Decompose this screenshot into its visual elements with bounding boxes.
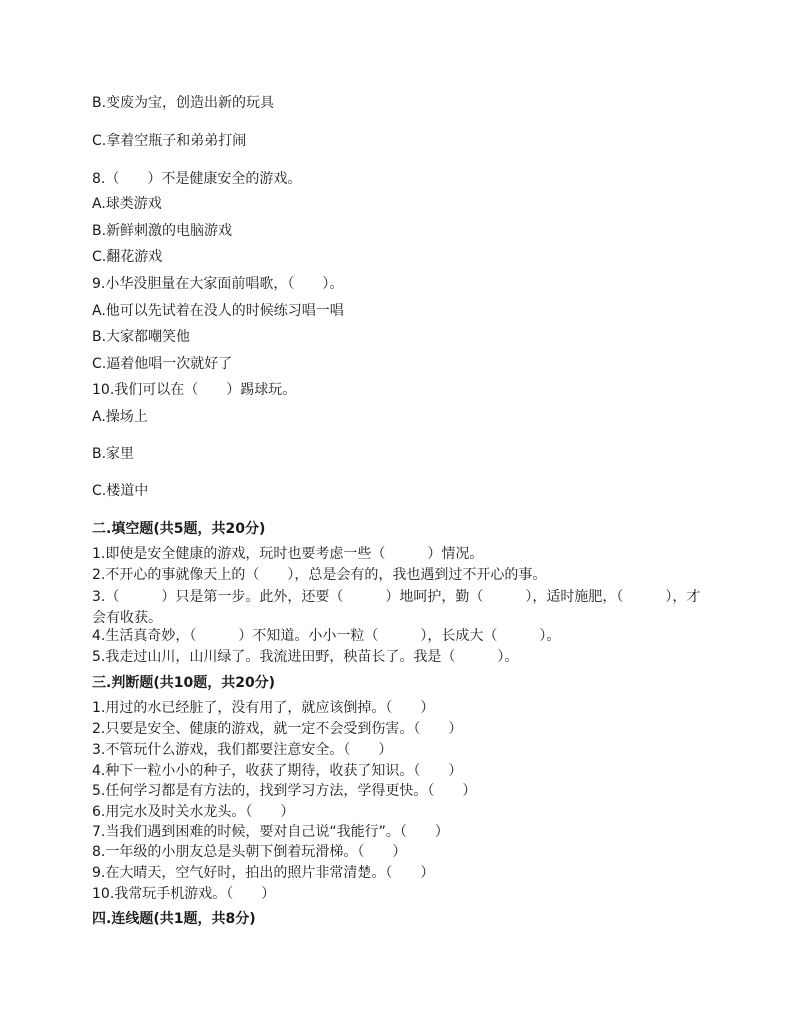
option-10a: A.操场上 bbox=[92, 409, 148, 425]
option-8a: A.球类游戏 bbox=[92, 196, 162, 212]
section-3-heading: 三.判断题(共10题，共20分) bbox=[92, 675, 276, 691]
fill-question-5: 5.我走过山川，山川绿了。我流进田野，秧苗长了。我是（ ）。 bbox=[92, 649, 519, 665]
judge-question-2: 2.只要是安全、健康的游戏，就一定不会受到伤害。（ ） bbox=[92, 721, 463, 737]
judge-question-3: 3.不管玩什么游戏，我们都要注意安全。（ ） bbox=[92, 742, 393, 758]
option-8b: B.新鲜刺激的电脑游戏 bbox=[92, 223, 233, 239]
judge-question-8: 8.一年级的小朋友总是头朝下倒着玩滑梯。（ ） bbox=[92, 844, 407, 860]
fill-question-1: 1.即使是安全健康的游戏，玩时也要考虑一些（ ）情况。 bbox=[92, 546, 484, 562]
question-8: 8.（ ）不是健康安全的游戏。 bbox=[92, 171, 302, 187]
section-2-heading: 二.填空题(共5题，共20分) bbox=[92, 521, 266, 537]
option-9b: B.大家都嘲笑他 bbox=[92, 329, 191, 345]
judge-question-7: 7.当我们遇到困难的时候，要对自己说“我能行”。（ ） bbox=[92, 824, 449, 840]
judge-question-1: 1.用过的水已经脏了，没有用了，就应该倒掉。（ ） bbox=[92, 700, 435, 716]
option-7b: B.变废为宝，创造出新的玩具 bbox=[92, 95, 275, 111]
option-9a: A.他可以先试着在没人的时候练习唱一唱 bbox=[92, 303, 344, 319]
section-4-heading: 四.连线题(共1题，共8分) bbox=[92, 911, 256, 927]
option-8c: C.翻花游戏 bbox=[92, 249, 163, 265]
fill-question-2: 2.不开心的事就像天上的（ ），总是会有的，我也遇到过不开心的事。 bbox=[92, 567, 547, 583]
question-9: 9.小华没胆量在大家面前唱歌，（ ）。 bbox=[92, 276, 344, 292]
judge-question-4: 4.种下一粒小小的种子，收获了期待，收获了知识。（ ） bbox=[92, 763, 463, 779]
option-9c: C.逼着他唱一次就好了 bbox=[92, 356, 233, 372]
fill-question-3: 3.（ ）只是第一步。此外，还要（ ）地呵护，勤（ ），适时施肥，（ ），才会有收获。 bbox=[92, 589, 701, 626]
fill-question-4: 4.生活真奇妙，（ ）不知道。小小一粒（ ），长成大（ ）。 bbox=[92, 628, 561, 644]
question-10: 10.我们可以在（ ）踢球玩。 bbox=[92, 382, 297, 398]
judge-question-5: 5.任何学习都是有方法的，找到学习方法，学得更快。（ ） bbox=[92, 783, 477, 799]
judge-question-6: 6.用完水及时关水龙头。（ ） bbox=[92, 804, 295, 820]
judge-question-10: 10.我常玩手机游戏。（ ） bbox=[92, 886, 276, 902]
option-7c: C.拿着空瓶子和弟弟打闹 bbox=[92, 133, 247, 149]
option-10b: B.家里 bbox=[92, 446, 135, 462]
judge-question-9: 9.在大晴天，空气好时，拍出的照片非常清楚。（ ） bbox=[92, 865, 435, 881]
option-10c: C.楼道中 bbox=[92, 483, 149, 499]
